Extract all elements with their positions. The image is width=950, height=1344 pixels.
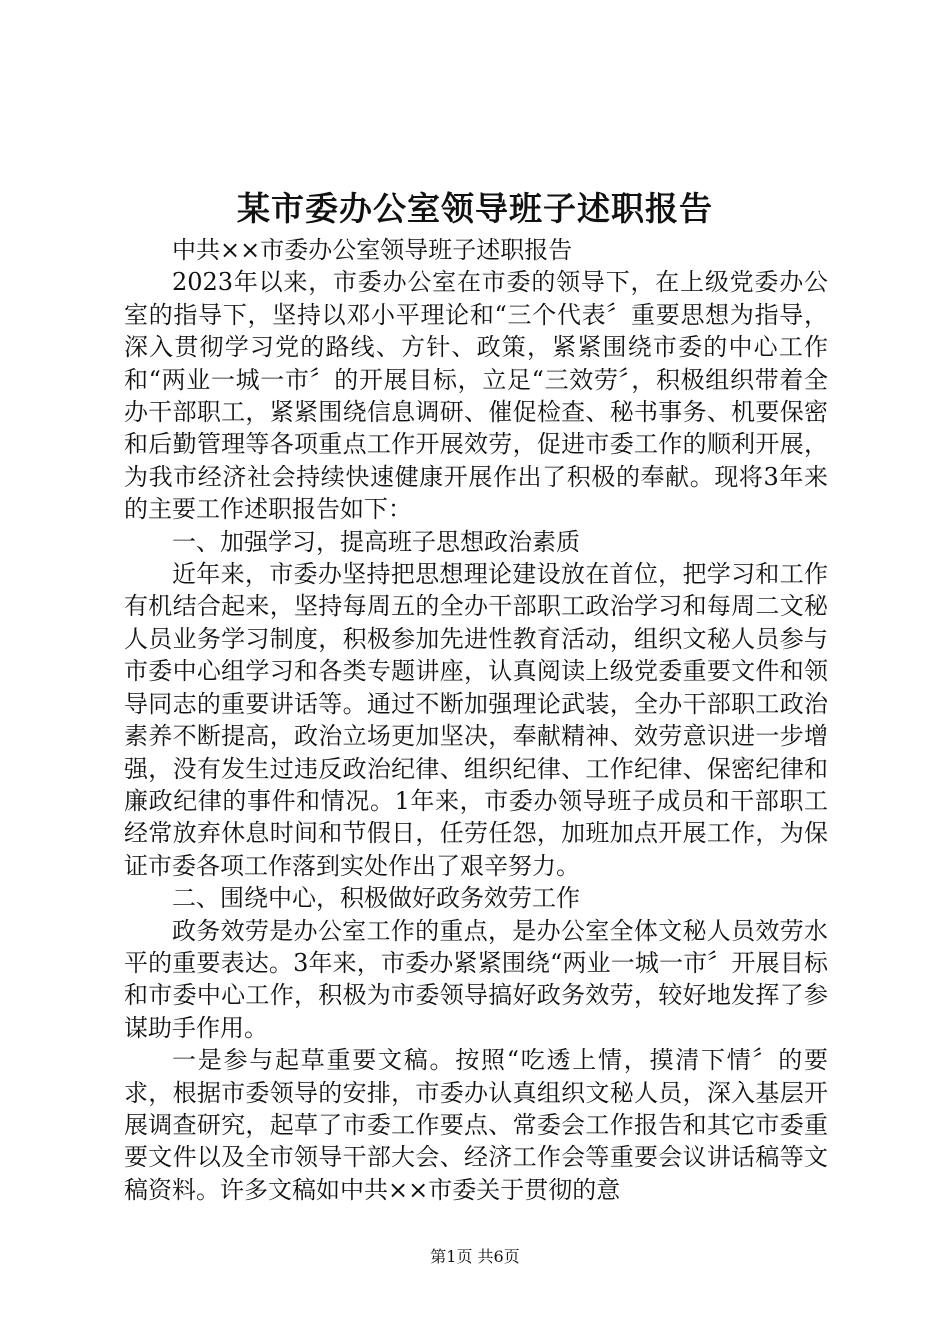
paragraph-service: 政务效劳是办公室工作的重点，是办公室全体文秘人员效劳水平的重要表达。3年来，市委办紧紧围绕“两业一城一市〞开展目标和市委中心工作，积极为市委领导搞好政务效劳，较好地发挥了参谋助手作用。 — [124, 916, 828, 1042]
paragraph-intro: 2023年以来，市委办公室在市委的领导下，在上级党委办公室的指导下，坚持以邓小平理论和“三个代表〞重要思想为指导，深入贯彻学习党的路线、方针、政策，紧紧围绕市委的中心工作和“两业一城一市〞的开展目标，立足“三效劳〞，积极组织带着全办干部职工，紧紧围绕信息调研、催促检查、秘书事务、机要保密和后勤管理等各项重点工作开展效劳，促进市委工作的顺利开展，为我市经济社会持续快速健康开展作出了积极的奉献。现将3年来的主要工作述职报告如下： — [124, 268, 828, 524]
page-footer: 第1页 共6页 — [430, 1247, 520, 1266]
section-heading-2: 二、围绕中心，积极做好政务效劳工作 — [172, 884, 580, 913]
document-title: 某市委办公室领导班子述职报告 — [237, 189, 713, 228]
paragraph-drafting: 一是参与起草重要文稿。按照“吃透上情，摸清下情〞的要求，根据市委领导的安排，市委办认真组织文秘人员，深入基层开展调查研究，起草了市委工作要点、常委会工作报告和其它市委重要文件以及全市领导干部大会、经济工作会等重要会议讲话稿等文稿资料。许多文稿如中共××市委关于贯彻的意 — [124, 1046, 828, 1204]
paragraph-subtitle: 中共××市委办公室领导班子述职报告 — [172, 236, 573, 264]
document-body — [124, 234, 828, 1206]
section-heading-1: 一、加强学习，提高班子思想政治素质 — [172, 527, 580, 556]
paragraph-study: 近年来，市委办坚持把思想理论建设放在首位，把学习和工作有机结合起来，坚持每周五的全办干部职工政治学习和每周二文秘人员业务学习制度，积极参加先进性教育活动，组织文秘人员参与市委中心组学习和各类专题讲座，认真阅读上级党委重要文件和领导同志的重要讲话等。通过不断加强理论武装，全办干部职工政治素养不断提高，政治立场更加坚决，奉献精神、效劳意识进一步增强，没有发生过违反政治纪律、组织纪律、工作纪律、保密纪律和廉政纪律的事件和情况。1年来，市委办领导班子成员和干部职工经常放弃休息时间和节假日，任劳任怨，加班加点开展工作，为保证市委各项工作落到实处作出了艰辛努力。 — [124, 560, 828, 880]
